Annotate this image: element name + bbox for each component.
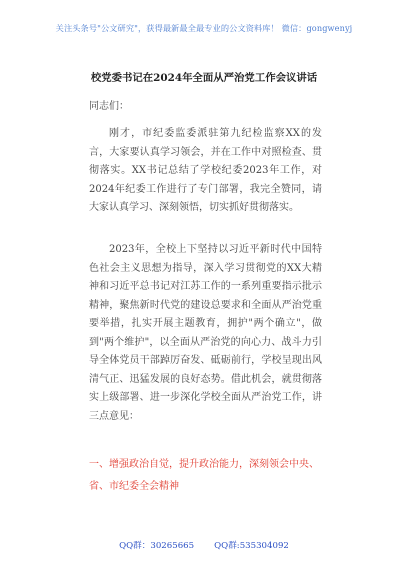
- section-heading-1: 一、增强政治自觉，提升政治能力，深刻领会中央、省、市纪委全会精神: [89, 459, 319, 492]
- promo-banner: 关注头条号"公文研究"，获得最新最全最专业的公文资料库！ 微信：gongwenyj: [55, 23, 353, 33]
- salutation: 同志们：: [89, 101, 129, 112]
- paragraph-1: 刚才，市纪委监委派驻第九纪检监察XX的发言，大家要认真学习领会，并在工作中对照检查、贯彻落实。XX书记总结了学校纪委2023年工作，对2024年纪委工作进行了专门部署，我完全赞同，请大家认真学习、深刻领悟，切实抓好贯彻落实。: [89, 128, 322, 213]
- qq-group-1: QQ群：30265665: [119, 541, 195, 551]
- document-title: 校党委书记在2024年全面从严治党工作会议讲话: [90, 72, 318, 84]
- footer-contact: [0, 539, 408, 551]
- paragraph-2: 2023年，全校上下坚持以习近平新时代中国特色社会主义思想为指导，深入学习贯彻党的XX大精神和习近平总书记对江苏工作的一系列重要指示批示精神，聚焦新时代党的建设总要求和全面从严治党重要举措，扎实开展主题教育，拥护"两个确立"，做到"两个维护"，以全面从严治党的向心力、战斗力引导全体党员干部踔厉奋发、砥砺前行，学校呈现出风清气正、迅猛发展的良好态势。借此机会，就贯彻落实上级部署、进一步深化学校全面从严治党工作，讲三点意见：: [89, 244, 322, 422]
- qq-group-2: QQ群:535304092: [214, 541, 289, 551]
